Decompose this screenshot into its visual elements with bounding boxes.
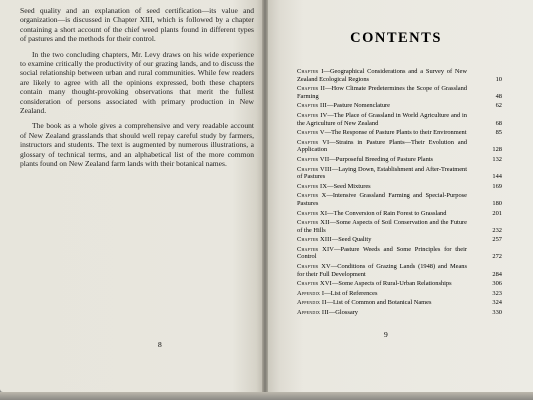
toc-entry-label: Chapter VIII (297, 165, 332, 173)
toc-entry-title (297, 219, 467, 234)
toc-entry (297, 68, 502, 83)
toc-entry-page: 180 (492, 199, 502, 207)
toc-entry-title (297, 210, 467, 218)
toc-entry-label: Appendix II (297, 299, 327, 307)
toc-entry-title (297, 236, 467, 244)
left-page-text (20, 6, 254, 175)
toc-entry (297, 112, 502, 127)
paragraph-concluding-chapters: In the two concluding chapters, Mr. Levy draws on his wide experience to examine critically the productivity of our grazing lands, and to discuss the social relationship between urban and rural communities. While few readers are likely to agree with all the opinions expressed, both these chapters contain many thought-provoking observations that merit the fullest consideration of persons associated with primary production in New Zealand. (20, 49, 254, 116)
paragraph-book-summary: The book as a whole gives a comprehensive and very readable account of New Zealand grasslands that should well repay careful study by farmers, instructors and students. The text is augmented by numerous illustrations, a glossary of technical terms, and an alphabetical list of the more common plants found on New Zealand farm lands with their botanical names. (20, 121, 254, 169)
toc-entry-label: Chapter XII (297, 219, 330, 227)
toc-entry (297, 139, 502, 154)
toc-entry (297, 166, 502, 181)
toc-entry-page: 201 (492, 209, 502, 217)
toc-entry-page: 144 (492, 173, 502, 181)
toc-entry-label: Chapter II (297, 85, 326, 93)
toc-entry-page: 10 (495, 75, 502, 83)
toc-entry-title (297, 156, 467, 164)
right-page-number: 9 (384, 330, 388, 339)
toc-entry (297, 290, 502, 298)
toc-entry-title (297, 192, 467, 207)
toc-entry-title (297, 139, 467, 154)
toc-entry-title (297, 263, 467, 278)
toc-entry-page: 324 (492, 299, 502, 307)
toc-entry-page: 85 (495, 129, 502, 137)
toc-entry-label: Appendix I (297, 289, 325, 297)
toc-entry-page: 232 (492, 226, 502, 234)
toc-entry-title (297, 102, 467, 110)
toc-entry (297, 219, 502, 234)
toc-entry (297, 102, 502, 110)
toc-entry-text: —The Conversion of Rain Forest to Grassland (327, 209, 447, 217)
toc-entry-title (297, 85, 467, 100)
toc-entry-title (297, 280, 467, 288)
toc-entry-page: 132 (492, 155, 502, 163)
toc-entry-label: Chapter VI (297, 138, 330, 146)
toc-entry-text: —Some Aspects of Rural-Urban Relationships (331, 280, 452, 288)
toc-entry-page: 330 (492, 309, 502, 317)
contents-heading: CONTENTS (350, 30, 442, 46)
toc-entry-label: Chapter X (297, 192, 327, 200)
toc-entry (297, 236, 502, 244)
toc-entry-label: Chapter IV (297, 111, 328, 119)
page-edge-shadow (0, 392, 533, 400)
toc-entry (297, 192, 502, 207)
toc-entry-title (297, 309, 467, 317)
toc-entry-page: 62 (495, 102, 502, 110)
toc-entry (297, 299, 502, 307)
toc-entry-text: —Intensive Grassland Farming and Special-Purpose Pastures (297, 192, 467, 207)
toc-entry-text: —Seed Mixtures (327, 182, 371, 190)
toc-entry (297, 263, 502, 278)
toc-entry-label: Chapter V (297, 129, 325, 137)
toc-entry-page: 284 (492, 270, 502, 278)
toc-entry-title (297, 68, 467, 83)
toc-entry (297, 129, 502, 137)
toc-entry-title (297, 290, 467, 298)
left-page-number: 8 (158, 340, 162, 349)
toc-entry-page: 169 (492, 182, 502, 190)
toc-entry-label: Chapter XVI (297, 280, 332, 288)
toc-entry-text: —List of Common and Botanical Names (326, 299, 432, 307)
toc-entry-text: —The Response of Pasture Plants to their Environment (324, 129, 467, 137)
toc-entry-text: —Laying Down, Establishment and After-Treatment of Pastures (297, 165, 468, 181)
toc-entry-title (297, 112, 467, 127)
table-of-contents (297, 68, 502, 319)
toc-entry-page: 68 (495, 119, 502, 127)
toc-entry-text: —The Place of Grassland in World Agriculture and in the Agriculture of New Zealand (297, 111, 467, 127)
toc-entry-page: 272 (492, 253, 502, 261)
toc-entry (297, 309, 502, 317)
toc-entry-page: 257 (492, 236, 502, 244)
toc-entry-text: —Some Aspects of Soil Conservation and the Future of the Hills (297, 219, 467, 234)
toc-entry (297, 85, 502, 100)
toc-entry-title (297, 246, 467, 261)
toc-entry-text: —Glossary (328, 309, 359, 317)
toc-entry-label: Chapter IX (297, 182, 328, 190)
toc-entry-text: —Pasture Nomenclature (327, 102, 391, 110)
toc-entry-label: Chapter XIV (297, 245, 335, 253)
toc-entry-page: 48 (495, 92, 502, 100)
book-gutter (262, 0, 268, 392)
paragraph-seed-quality: Seed quality and an explanation of seed certification—its value and organization—is discussed in Chapter XIII, which is followed by a chapter containing a short account of the chief weed plants found in different types of pastures and the methods for their control. (20, 6, 254, 44)
toc-entry-page: 306 (492, 280, 502, 288)
toc-entry-label: Chapter III (297, 102, 328, 110)
toc-entry (297, 210, 502, 218)
toc-entry-label: Chapter I (297, 68, 324, 75)
toc-entry (297, 183, 502, 191)
toc-entry-label: Chapter XI (297, 209, 328, 217)
toc-entry-title (297, 299, 467, 307)
toc-entry (297, 246, 502, 261)
toc-entry-title (297, 129, 467, 137)
toc-entry (297, 156, 502, 164)
toc-entry-text: —Seed Quality (331, 236, 372, 244)
toc-entry-title (297, 166, 467, 181)
toc-entry-text: —How Climate Predetermines the Scope of Grassland Farming (297, 85, 467, 100)
toc-entry-text: —List of References (324, 289, 378, 297)
toc-entry-text: —Conditions of Grazing Lands (1948) and Means for their Full Development (297, 263, 467, 278)
toc-entry-label: Chapter XV (297, 263, 331, 271)
toc-entry-page: 323 (492, 289, 502, 297)
toc-entry-text: —Purposeful Breeding of Pasture Plants (329, 155, 434, 163)
toc-entry-text: —Geographical Considerations and a Survey of New Zealand Ecological Regions (297, 68, 467, 83)
toc-entry-label: Appendix III (297, 309, 329, 317)
left-page (0, 0, 264, 392)
toc-entry-text: —Pasture Weeds and Some Principles for their Control (297, 245, 467, 261)
toc-entry-label: Chapter XIII (297, 236, 332, 244)
toc-entry-title (297, 183, 467, 191)
toc-entry-text: —Strains in Pasture Plants—Their Evolution and Application (297, 138, 468, 154)
toc-entry-label: Chapter VII (297, 155, 330, 163)
toc-entry-page: 128 (492, 146, 502, 154)
toc-entry (297, 280, 502, 288)
